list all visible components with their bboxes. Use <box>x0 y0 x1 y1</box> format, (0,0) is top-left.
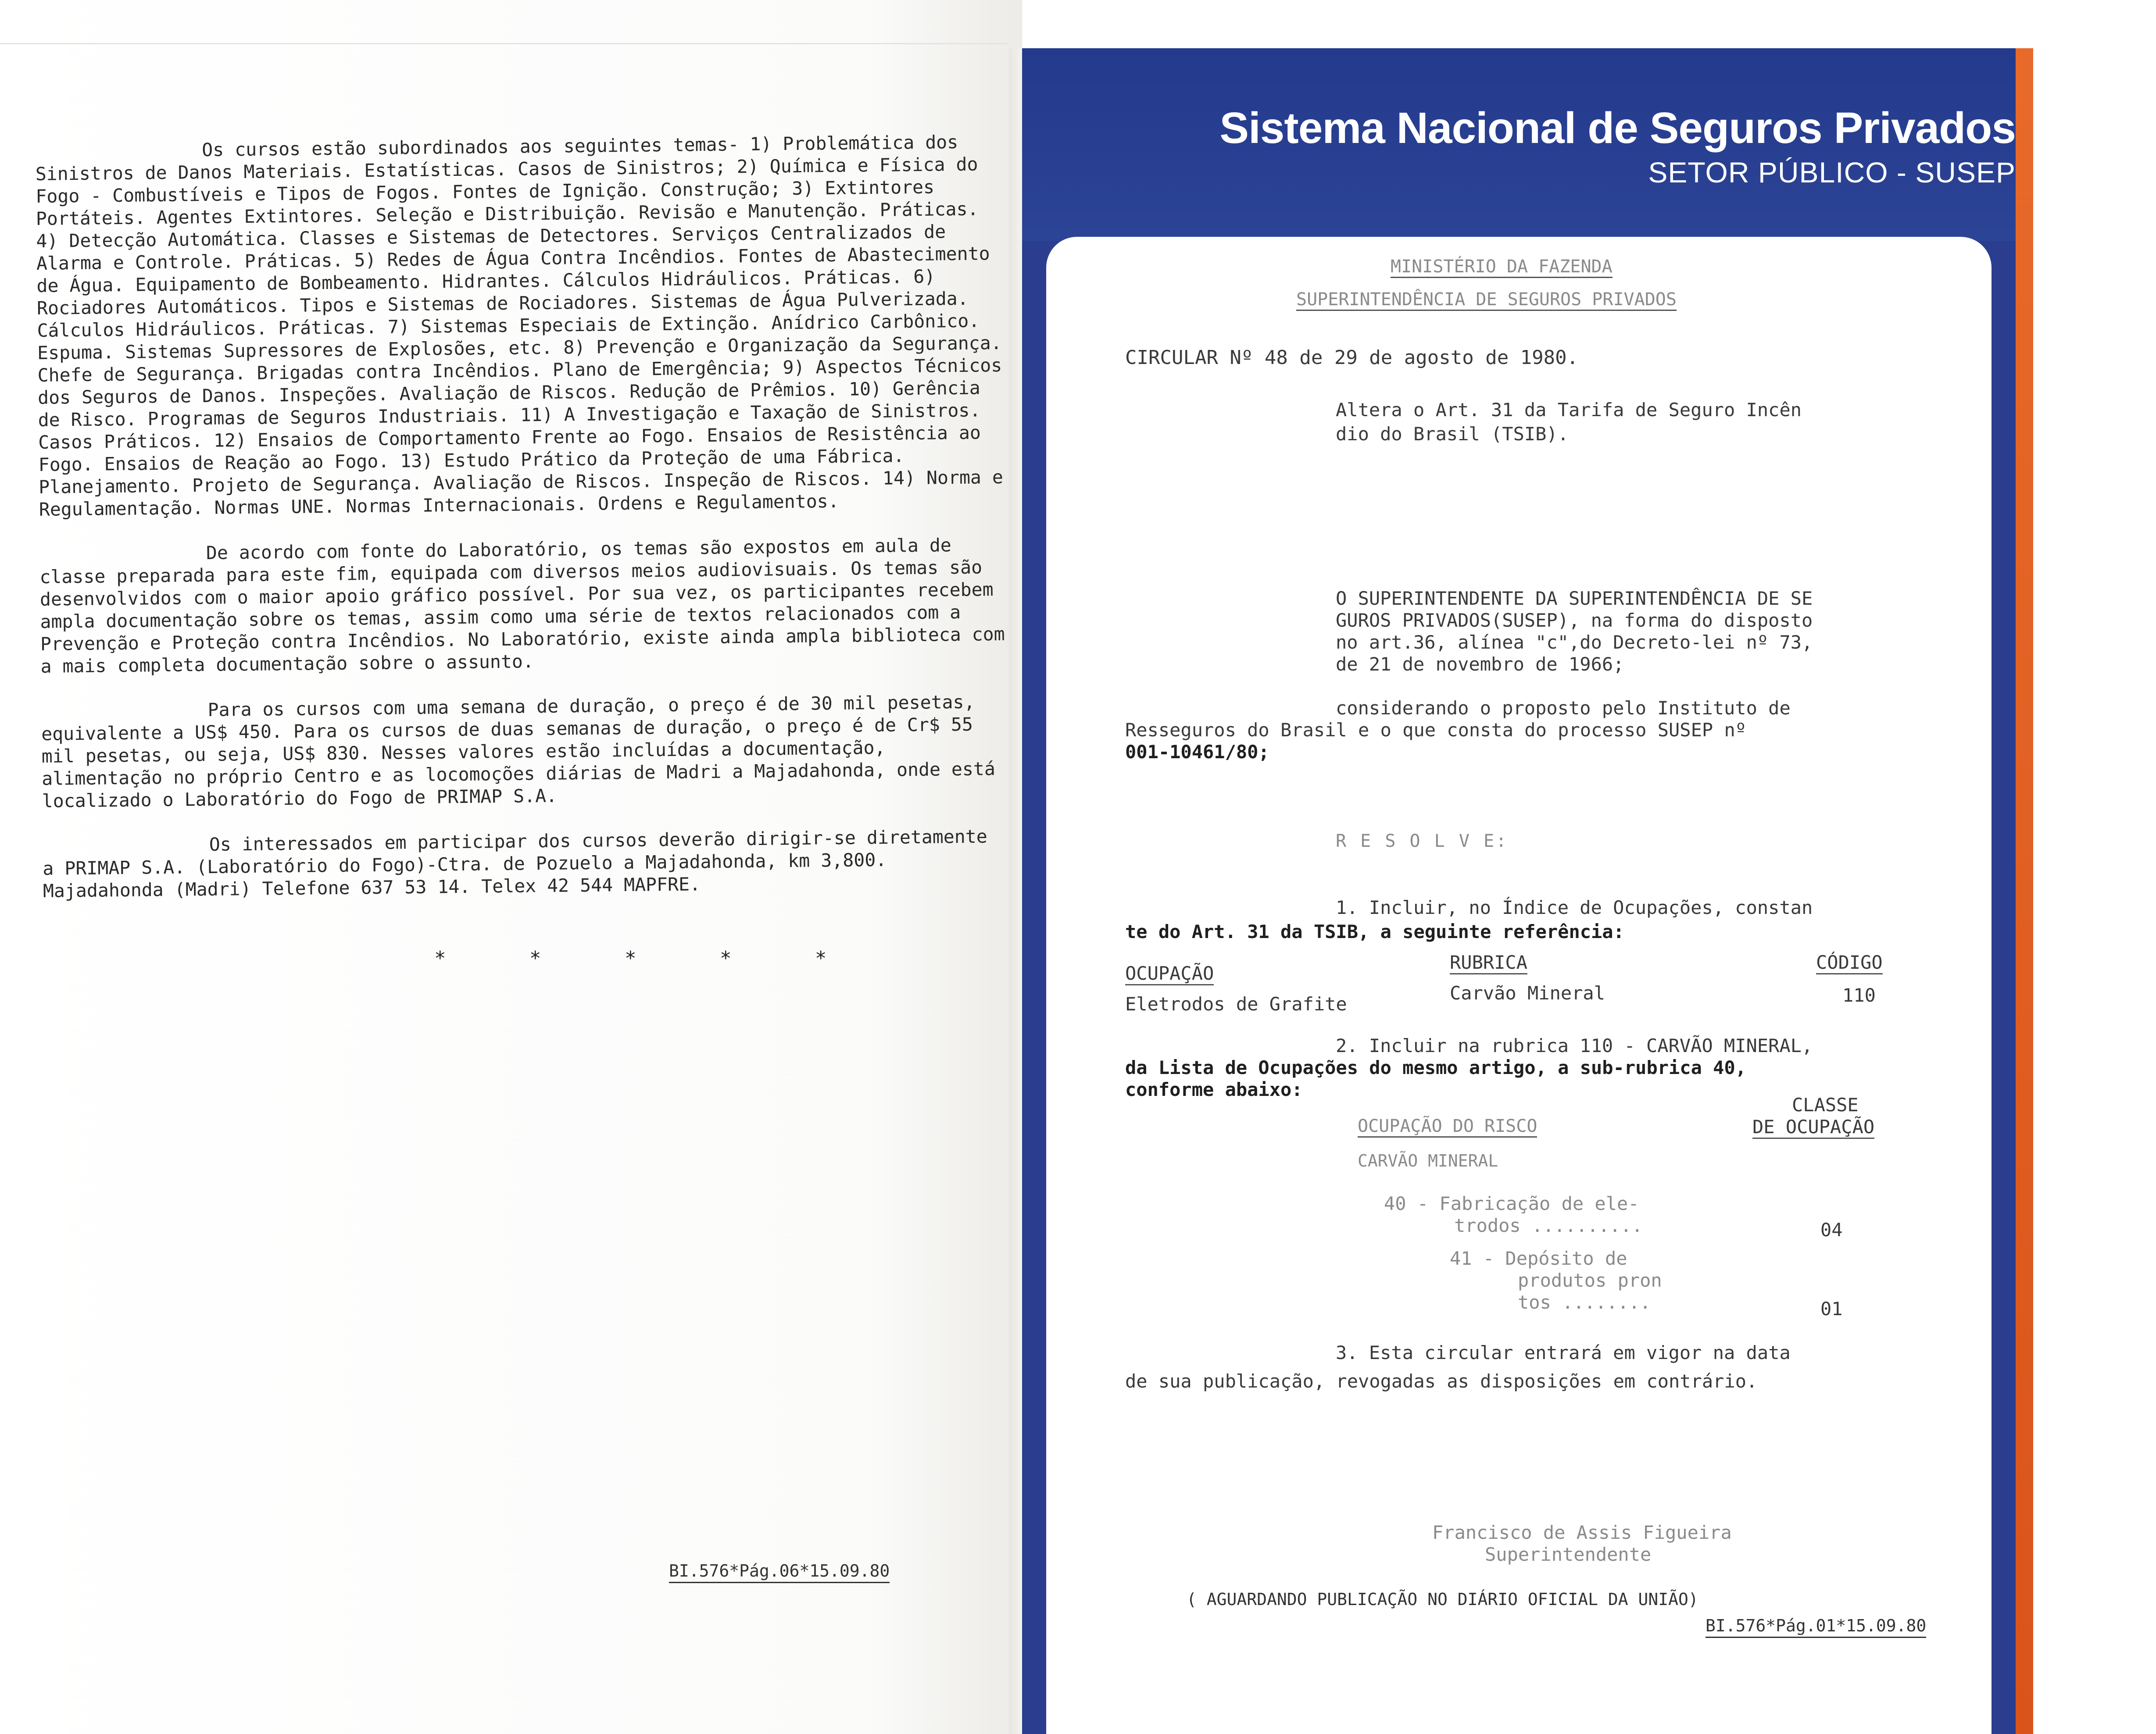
left-page-footer: BI.576*Pág.06*15.09.80 <box>669 1561 890 1583</box>
ministry-heading: MINISTÉRIO DA FAZENDA <box>1391 257 1613 278</box>
considering-line-2: Resseguros do Brasil e o que consta do processo SUSEP nº <box>1125 719 1747 741</box>
contact-paragraph: Os interessados em participar dos cursos deverão dirigir-se diretamente a PRIMAP S.A. (Laboratório do Fogo)-Ctra. de Pozuelo a Majadahonda, km 3,800. Majadahonda (Madri) Telefone 637 53 14. Telex 42 544 MAPFRE. <box>43 825 987 902</box>
preamble-line-3: no art.36, alínea "c",do Decreto-lei nº 73, <box>1336 632 1813 653</box>
table-header-codigo: CÓDIGO <box>1816 952 1883 974</box>
table-header-rubrica: RUBRICA <box>1450 952 1527 974</box>
right-page-footer: BI.576*Pág.01*15.09.80 <box>1705 1616 1926 1638</box>
header-title: Sistema Nacional de Seguros Privados <box>1219 103 2016 153</box>
signature-name: Francisco de Assis Figueira <box>1432 1522 1732 1543</box>
item-3-line-1: 3. Esta circular entrará em vigor na data <box>1336 1342 1791 1363</box>
item-1-line-1: 1. Incluir, no Índice de Ocupações, constan <box>1336 897 1813 918</box>
preamble-line-2: GUROS PRIVADOS(SUSEP), na forma do disposto <box>1336 610 1813 631</box>
sub-40-line-2: trodos .......... <box>1454 1215 1643 1236</box>
sub-41-line-1: 41 - Depósito de <box>1450 1248 1627 1269</box>
resolve-heading: R E S O L V E: <box>1336 831 1509 851</box>
header-subtitle: SETOR PÚBLICO - SUSEP <box>1648 156 2016 189</box>
laboratory-paragraph: De acordo com fonte do Laboratório, os temas são expostos em aula de classe preparada para este fim, equipada com diversos meios audiovisuais. Os temas são desenvolvidos com o maior apoio gráfico possível. Por sua vez, os participantes recebem ampla documentação sobre os temas, assim como uma série de textos relacionados com a Prevenção e Proteção contra Incêndios. No Laboratório, existe ainda ampla biblioteca com a mais completa documentação sobre o assunto. <box>39 534 1005 677</box>
top-rule <box>0 43 1009 44</box>
subject-line-1: Altera o Art. 31 da Tarifa de Seguro Incên <box>1336 399 1802 421</box>
sub-header-class-1: CLASSE <box>1792 1094 1859 1116</box>
publication-note: ( AGUARDANDO PUBLICAÇÃO NO DIÁRIO OFICIAL DA UNIÃO) <box>1187 1590 1698 1609</box>
course-topics-paragraph: Os cursos estão subordinados aos seguintes temas- 1) Problemática dos Sinistros de Danos Materiais. Estatísticas. Casos de Sinistros; 2) Química e Física do Fogo - Combustíveis e Tipos de Fogos. Fontes de Ignição. Construção; 3) Extintores Portáteis. Agentes Extintores. Seleção e Distribuição. Revisão e Manutenção. Práticas. 4) Detecção Automática. Classes e Sistemas de Detectores. Serviços Centralizados de Alarma e Controle. Práticas. 5) Redes de Água Contra Incêndios. Fontes de Abastecimento de Água. Equipamento de Bombeamento. Hidrantes. Cálculos Hidráulicos. Práticas. 6) Rociadores Automáticos. Tipos e Sistemas de Rociadores. Sistemas de Água Pulverizada. Cálculos Hidráulicos. Práticas. 7) Sistemas Especiais de Extinção. Anídrico Carbônico. Espuma. Sistemas Supressores de Explosões, etc. 8) Prevenção e Organização da Segurança. Chefe de Segurança. Brigadas contra Incêndios. Plano de Emergência; 9) Aspectos Técnicos dos Seguros de Danos. Inspeções. Avaliação de Riscos. Redução de Prêmios. 10) Gerência de Risco. Programas de Seguros Industriais. 11) A Investigação e Taxação de Sinistros. Casos Práticos. 12) Ensaios de Comportamento Frente ao Fogo. Ensaios de Resistência ao Fogo. Ensaios de Reação ao Fogo. 13) Estudo Prático da Proteção de uma Fábrica. Planejamento. Projeto de Segurança. Avaliação de Riscos. Inspeção de Riscos. 14) Norma e Regulamentação. Normas UNE. Normas Internacionais. Ordens e Regulamentos. <box>35 131 1004 520</box>
sub-header-risk: OCUPAÇÃO DO RISCO <box>1358 1116 1537 1138</box>
table-header-ocupacao: OCUPAÇÃO <box>1125 963 1214 985</box>
table-cell-ocupacao: Eletrodos de Grafite <box>1125 993 1347 1015</box>
item-2-line-1: 2. Incluir na rubrica 110 - CARVÃO MINERAL, <box>1336 1035 1813 1056</box>
item-1-line-2: te do Art. 31 da TSIB, a seguinte referência: <box>1125 921 1624 942</box>
pricing-paragraph: Para os cursos com uma semana de duração, o preço é de 30 mil pesetas, equivalente a US$ 450. Para os cursos de duas semanas de duração, o preço é de Cr$ 55 mil pesetas, ou seja, US$ 830. Nesses valores estão incluídas a documentação, alimentação no próprio Centro e as locomoções diárias de Madri a Majadahonda, onde está localizado o Laboratório do Fogo de PRIMAP S.A. <box>41 691 996 812</box>
sub-group-label: CARVÃO MINERAL <box>1358 1151 1498 1170</box>
subject-line-2: dio do Brasil (TSIB). <box>1336 423 1569 445</box>
table-cell-rubrica: Carvão Mineral <box>1450 982 1605 1004</box>
preamble-line-1: O SUPERINTENDENTE DA SUPERINTENDÊNCIA DE SE <box>1336 588 1813 609</box>
preamble-line-4: de 21 de novembro de 1966; <box>1336 653 1624 675</box>
signature-title: Superintendente <box>1485 1544 1652 1565</box>
orange-edge-strip <box>2016 48 2033 1734</box>
table-cell-codigo: 110 <box>1842 985 1876 1006</box>
considering-line-1: considerando o proposto pelo Instituto de <box>1336 697 1791 719</box>
section-separator-stars: * * * * * <box>434 947 863 970</box>
sub-40-line-1: 40 - Fabricação de ele- <box>1384 1193 1639 1214</box>
superintendency-heading: SUPERINTENDÊNCIA DE SEGUROS PRIVADOS <box>1296 289 1677 311</box>
sub-41-line-3: tos ........ <box>1518 1292 1651 1313</box>
item-2-line-3: conforme abaixo: <box>1125 1079 1303 1100</box>
sub-40-class: 04 <box>1820 1219 1843 1241</box>
sub-header-class-2: DE OCUPAÇÃO <box>1752 1116 1874 1139</box>
left-page-text <box>35 130 1008 925</box>
item-2-line-2: da Lista de Ocupações do mesmo artigo, a sub-rubrica 40, <box>1125 1057 1747 1078</box>
circular-number-date: CIRCULAR Nº 48 de 29 de agosto de 1980. <box>1125 346 1579 369</box>
sub-41-line-2: produtos pron <box>1518 1270 1662 1291</box>
sub-41-class: 01 <box>1820 1298 1843 1320</box>
considering-line-3: 001-10461/80; <box>1125 741 1269 763</box>
item-3-line-2: de sua publicação, revogadas as disposições em contrário. <box>1125 1370 1758 1392</box>
